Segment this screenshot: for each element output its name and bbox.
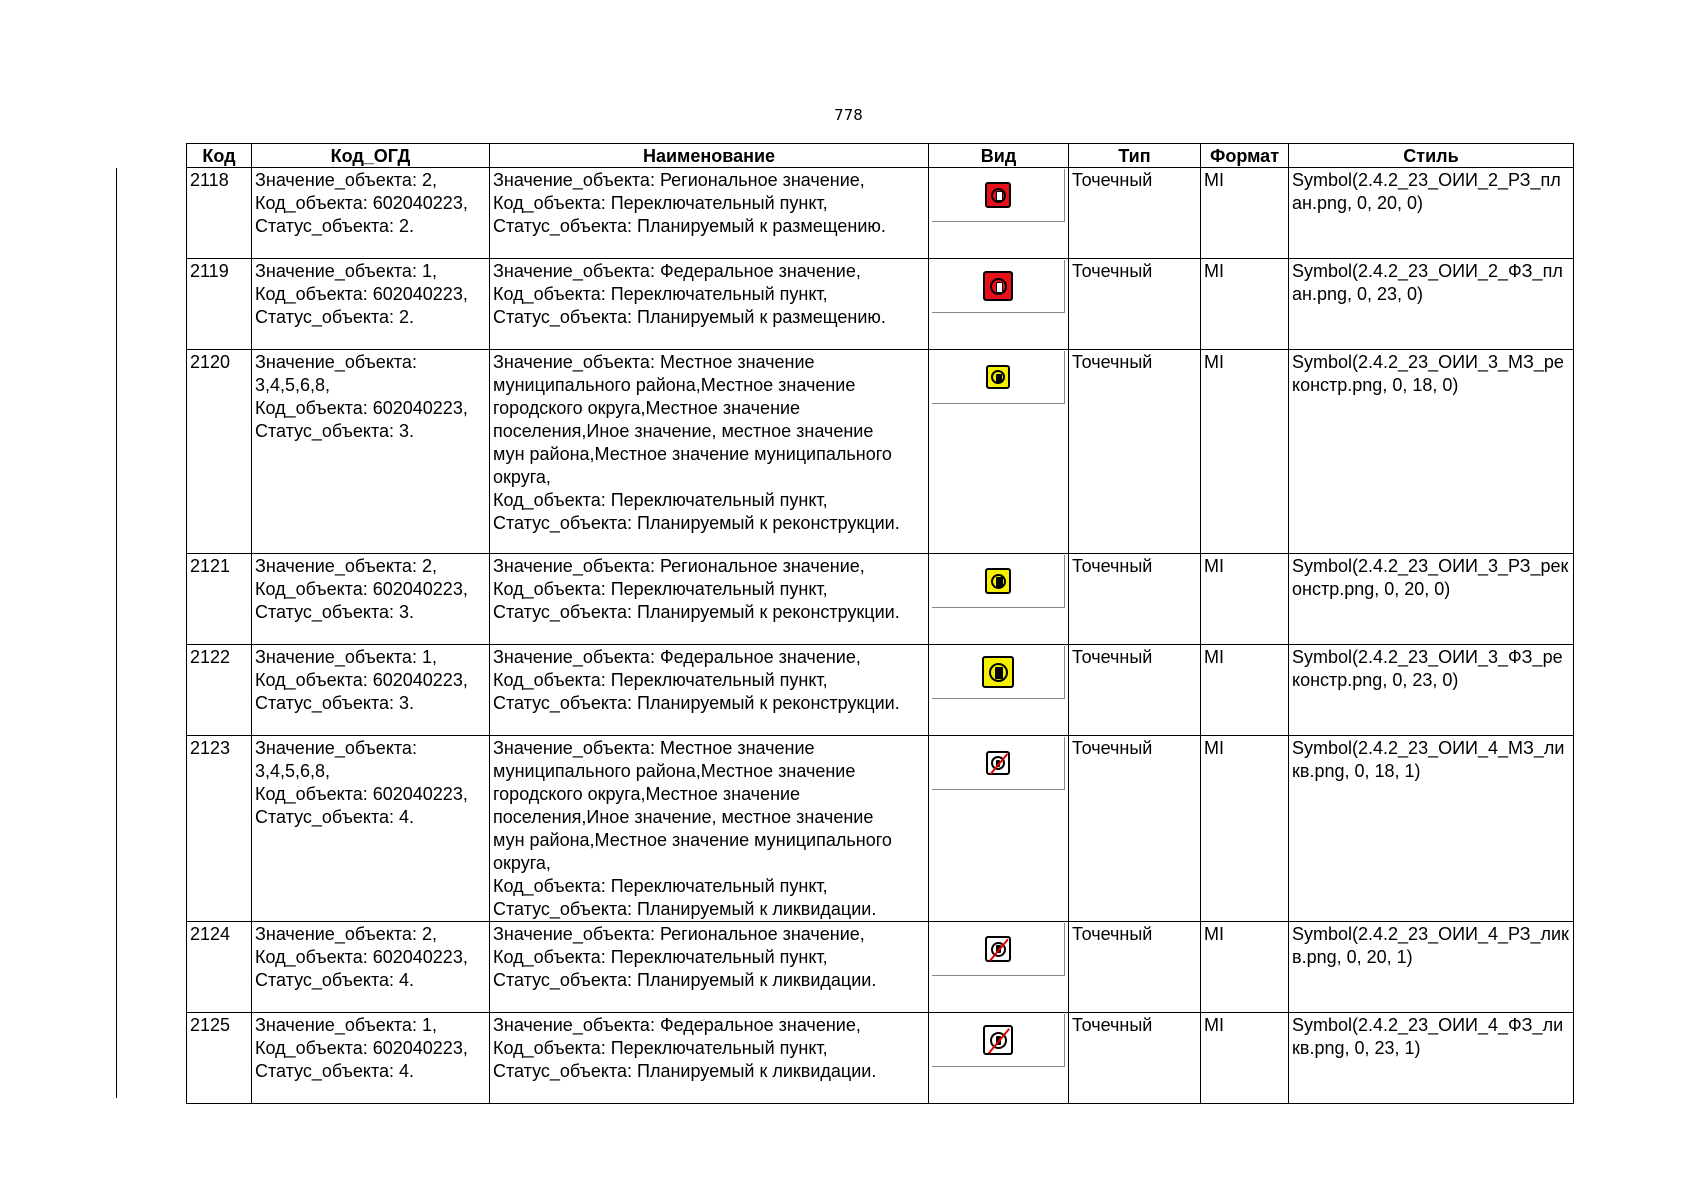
cell-type: Точечный bbox=[1069, 350, 1201, 554]
cell-format: MI bbox=[1201, 922, 1289, 1013]
switching-point-liquidation-regional-icon bbox=[985, 936, 1011, 962]
cell-ogd: Значение_объекта: 3,4,5,6,8, Код_объекта: 602040223, Статус_объекта: 3. bbox=[252, 350, 490, 554]
cell-code: 2120 bbox=[187, 350, 252, 554]
symbol-frame bbox=[932, 923, 1065, 976]
symbol-frame bbox=[932, 169, 1065, 222]
header-type: Тип bbox=[1069, 144, 1201, 168]
page-number: 778 bbox=[834, 106, 863, 124]
cell-ogd: Значение_объекта: 3,4,5,6,8, Код_объекта: 602040223, Статус_объекта: 4. bbox=[252, 736, 490, 922]
header-name: Наименование bbox=[490, 144, 929, 168]
cell-style: Symbol(2.4.2_23_ОИИ_2_ФЗ_план.png, 0, 23, 0) bbox=[1289, 259, 1574, 350]
header-row bbox=[187, 144, 1574, 168]
cell-format: MI bbox=[1201, 736, 1289, 922]
header-vid: Вид bbox=[929, 144, 1069, 168]
cell-ogd: Значение_объекта: 2, Код_объекта: 602040223, Статус_объекта: 3. bbox=[252, 554, 490, 645]
cell-ogd: Значение_объекта: 1, Код_объекта: 602040223, Статус_объекта: 2. bbox=[252, 259, 490, 350]
cell-code: 2119 bbox=[187, 259, 252, 350]
table-row bbox=[187, 168, 1574, 259]
table-row bbox=[187, 1013, 1574, 1104]
cell-vid bbox=[929, 1013, 1069, 1104]
cell-vid bbox=[929, 168, 1069, 259]
switching-point-planned-regional-icon bbox=[985, 182, 1011, 208]
cell-name: Значение_объекта: Региональное значение, Код_объекта: Переключательный пункт, Статус_объекта: Планируемый к реконструкции. bbox=[490, 554, 929, 645]
symbol-table bbox=[186, 143, 1574, 1104]
table-row bbox=[187, 259, 1574, 350]
cell-type: Точечный bbox=[1069, 1013, 1201, 1104]
cell-type: Точечный bbox=[1069, 259, 1201, 350]
table-row bbox=[187, 645, 1574, 736]
cell-code: 2123 bbox=[187, 736, 252, 922]
header-style: Стиль bbox=[1289, 144, 1574, 168]
table-row bbox=[187, 350, 1574, 554]
cell-name: Значение_объекта: Местное значение муниципального района,Местное значение городского округа,Местное значение поселения,Иное значение, местное значение мун района,Местное значение муниципального округа, Код_объекта: Переключательный пункт, Статус_объекта: Планируемый к реконструкции. bbox=[490, 350, 929, 554]
cell-format: MI bbox=[1201, 554, 1289, 645]
cell-code: 2124 bbox=[187, 922, 252, 1013]
cell-type: Точечный bbox=[1069, 645, 1201, 736]
cell-code: 2122 bbox=[187, 645, 252, 736]
switching-point-planned-federal-icon bbox=[983, 271, 1013, 301]
cell-vid bbox=[929, 350, 1069, 554]
table-row bbox=[187, 736, 1574, 922]
switching-point-reconstruction-regional-icon bbox=[985, 568, 1011, 594]
cell-name: Значение_объекта: Федеральное значение, Код_объекта: Переключательный пункт, Статус_объекта: Планируемый к реконструкции. bbox=[490, 645, 929, 736]
cell-ogd: Значение_объекта: 1, Код_объекта: 602040223, Статус_объекта: 3. bbox=[252, 645, 490, 736]
symbol-frame bbox=[932, 646, 1065, 699]
cell-style: Symbol(2.4.2_23_ОИИ_4_ФЗ_ликв.png, 0, 23, 1) bbox=[1289, 1013, 1574, 1104]
cell-style: Symbol(2.4.2_23_ОИИ_4_РЗ_ликв.png, 0, 20, 1) bbox=[1289, 922, 1574, 1013]
cell-format: MI bbox=[1201, 350, 1289, 554]
cell-type: Точечный bbox=[1069, 168, 1201, 259]
cell-name: Значение_объекта: Федеральное значение, Код_объекта: Переключательный пункт, Статус_объекта: Планируемый к размещению. bbox=[490, 259, 929, 350]
cell-style: Symbol(2.4.2_23_ОИИ_4_МЗ_ликв.png, 0, 18, 1) bbox=[1289, 736, 1574, 922]
symbol-frame bbox=[932, 351, 1065, 404]
switching-point-liquidation-federal-icon bbox=[983, 1025, 1013, 1055]
cell-type: Точечный bbox=[1069, 554, 1201, 645]
switching-point-liquidation-local-icon bbox=[986, 751, 1010, 775]
cell-code: 2121 bbox=[187, 554, 252, 645]
cell-type: Точечный bbox=[1069, 736, 1201, 922]
cell-name: Значение_объекта: Федеральное значение, Код_объекта: Переключательный пункт, Статус_объекта: Планируемый к ликвидации. bbox=[490, 1013, 929, 1104]
cell-style: Symbol(2.4.2_23_ОИИ_3_МЗ_реконстр.png, 0, 18, 0) bbox=[1289, 350, 1574, 554]
symbol-frame bbox=[932, 260, 1065, 313]
cell-ogd: Значение_объекта: 2, Код_объекта: 602040223, Статус_объекта: 2. bbox=[252, 168, 490, 259]
cell-vid bbox=[929, 922, 1069, 1013]
cell-format: MI bbox=[1201, 259, 1289, 350]
cell-format: MI bbox=[1201, 645, 1289, 736]
cell-name: Значение_объекта: Региональное значение, Код_объекта: Переключательный пункт, Статус_объекта: Планируемый к размещению. bbox=[490, 168, 929, 259]
symbol-frame bbox=[932, 737, 1065, 790]
cell-style: Symbol(2.4.2_23_ОИИ_2_РЗ_план.png, 0, 20, 0) bbox=[1289, 168, 1574, 259]
cell-vid bbox=[929, 259, 1069, 350]
cell-vid bbox=[929, 645, 1069, 736]
cell-format: MI bbox=[1201, 1013, 1289, 1104]
cell-vid bbox=[929, 736, 1069, 922]
margin-line bbox=[116, 168, 117, 1098]
table-row bbox=[187, 922, 1574, 1013]
cell-name: Значение_объекта: Местное значение муниципального района,Местное значение городского округа,Местное значение поселения,Иное значение, местное значение мун района,Местное значение муниципального округа, Код_объекта: Переключательный пункт, Статус_объекта: Планируемый к ликвидации. bbox=[490, 736, 929, 922]
cell-style: Symbol(2.4.2_23_ОИИ_3_ФЗ_реконстр.png, 0, 23, 0) bbox=[1289, 645, 1574, 736]
cell-vid bbox=[929, 554, 1069, 645]
symbol-frame bbox=[932, 555, 1065, 608]
header-format: Формат bbox=[1201, 144, 1289, 168]
header-ogd: Код_ОГД bbox=[252, 144, 490, 168]
cell-type: Точечный bbox=[1069, 922, 1201, 1013]
cell-code: 2125 bbox=[187, 1013, 252, 1104]
switching-point-reconstruction-local-icon bbox=[986, 365, 1010, 389]
cell-ogd: Значение_объекта: 2, Код_объекта: 602040223, Статус_объекта: 4. bbox=[252, 922, 490, 1013]
cell-format: MI bbox=[1201, 168, 1289, 259]
header-code: Код bbox=[187, 144, 252, 168]
symbol-frame bbox=[932, 1014, 1065, 1067]
table-row bbox=[187, 554, 1574, 645]
cell-name: Значение_объекта: Региональное значение, Код_объекта: Переключательный пункт, Статус_объекта: Планируемый к ликвидации. bbox=[490, 922, 929, 1013]
cell-ogd: Значение_объекта: 1, Код_объекта: 602040223, Статус_объекта: 4. bbox=[252, 1013, 490, 1104]
cell-code: 2118 bbox=[187, 168, 252, 259]
cell-style: Symbol(2.4.2_23_ОИИ_3_РЗ_реконстр.png, 0, 20, 0) bbox=[1289, 554, 1574, 645]
switching-point-reconstruction-federal-icon bbox=[982, 656, 1014, 688]
